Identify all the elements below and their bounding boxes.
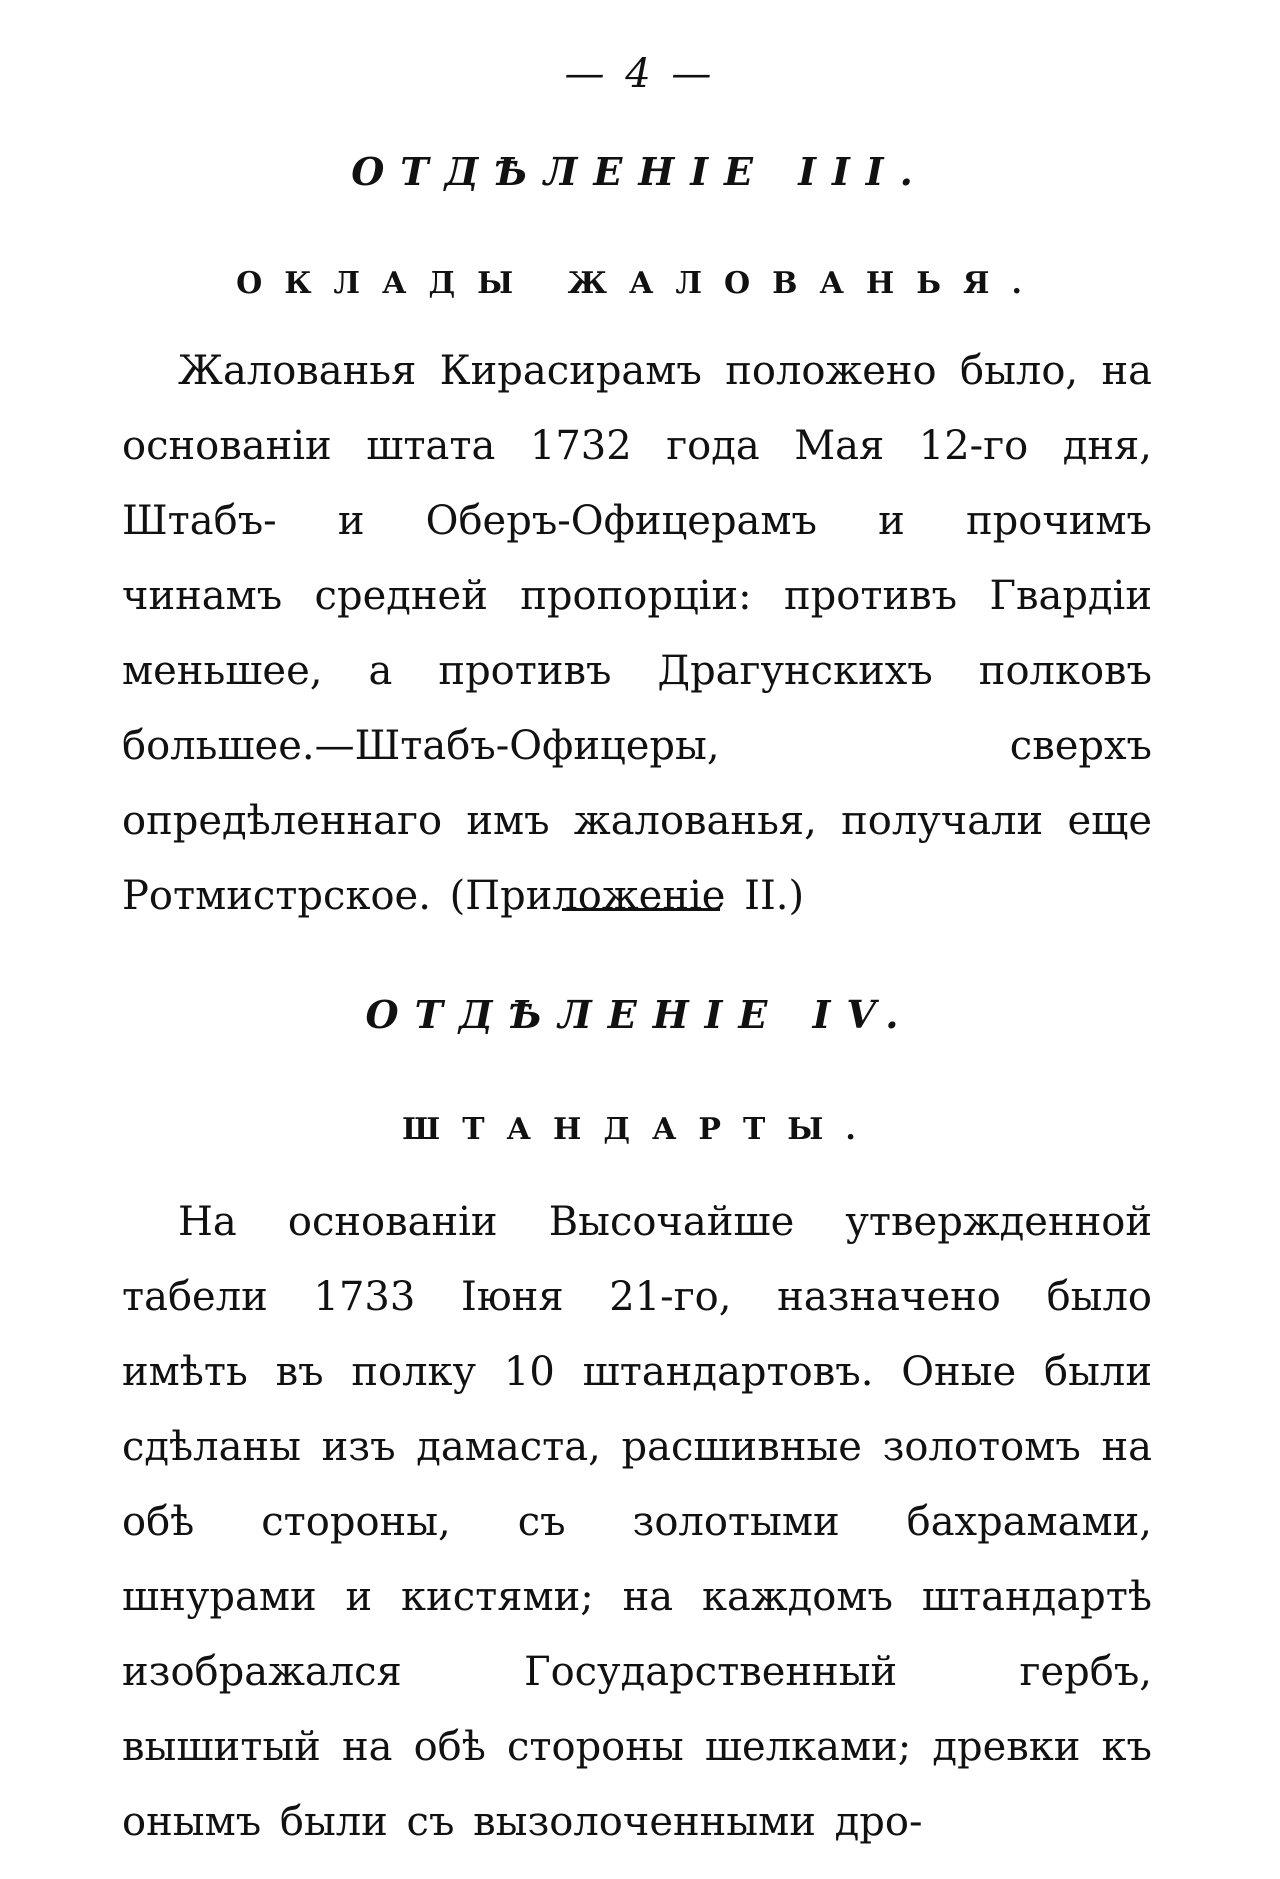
paragraph-standards: На основаніи Высочайше утвержденной табели 1733 Іюня 21-го, назначено было имѣть въ полку 10 штандартовъ. Оные были сдѣланы изъ дамаста, расшивные золотомъ на обѣ стороны, съ золотыми бахрамами, шнурами и кистями; на каждомъ штандартѣ изображался Государственный гербъ, вышитый на обѣ стороны шелками; древки къ онымъ были съ вызолоченными дро- bbox=[122, 1199, 1152, 1845]
section-divider bbox=[562, 908, 720, 911]
section-heading-3: ОТДѢЛЕНІЕ III. bbox=[351, 149, 929, 194]
section-subheading-standards: ШТАНДАРТЫ. bbox=[402, 1112, 878, 1147]
section-heading-4: ОТДѢЛЕНІЕ IV. bbox=[365, 992, 915, 1037]
page-number: — 4 — bbox=[564, 51, 716, 97]
section-subheading-salaries: ОКЛАДЫ ЖАЛОВАНЬЯ. bbox=[236, 266, 1044, 301]
paragraph-salaries: Жалованья Кирасирамъ положено было, на основаніи штата 1732 года Мая 12-го дня, Штабъ- и Оберъ-Офицерамъ и прочимъ чинамъ средней пропорціи: противъ Гвардіи меньшее, а противъ Драгунскихъ полковъ большее.—Штабъ-Офицеры, сверхъ опредѣленнаго имъ жалованья, получали еще Ротмистрское. (Приложеніе II.) bbox=[122, 348, 1152, 919]
